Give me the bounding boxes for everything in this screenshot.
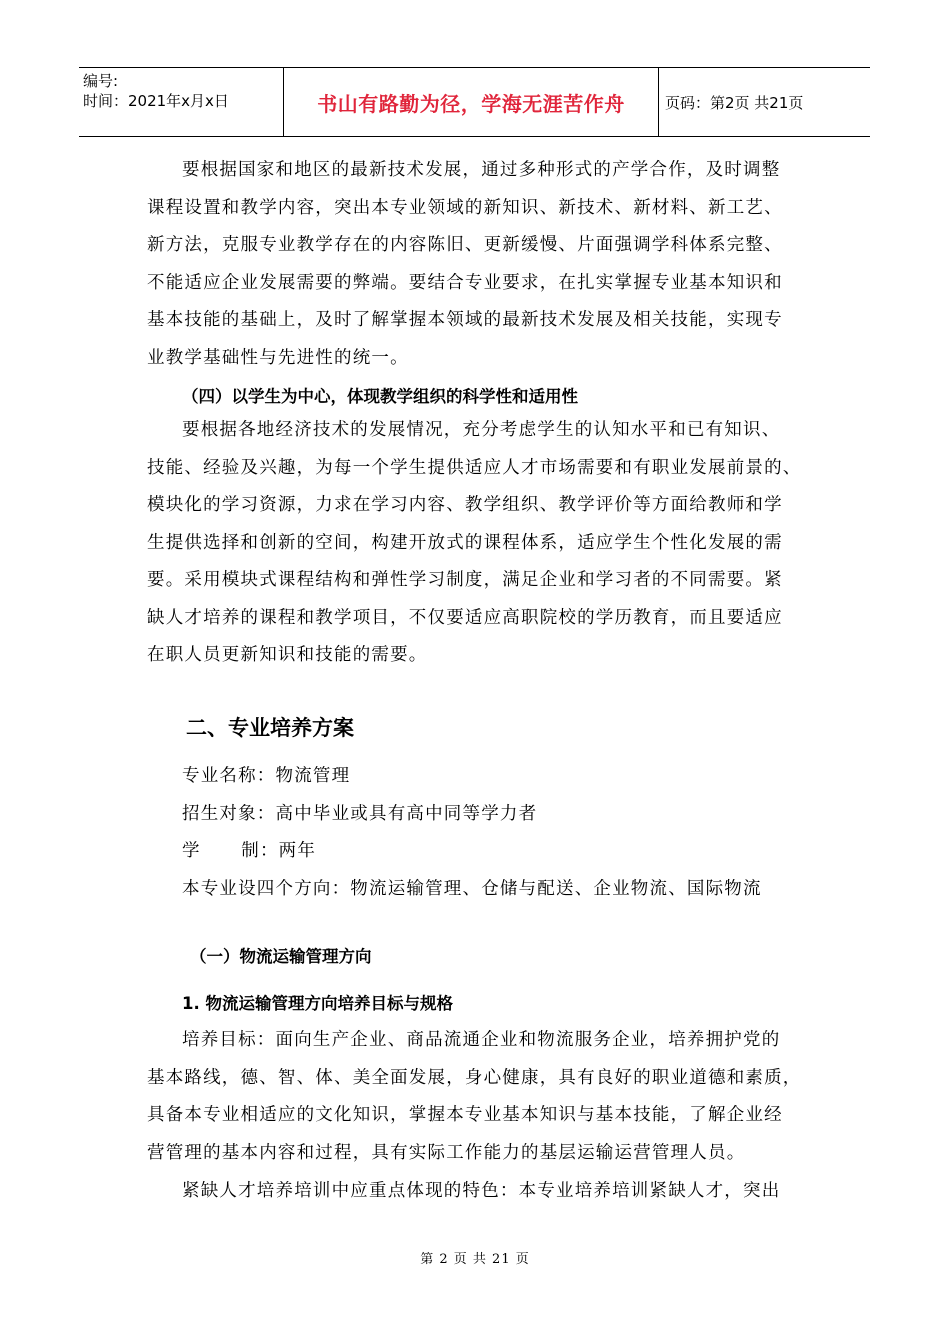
paragraph-2 [147,412,807,675]
paragraph-4 [147,1173,807,1211]
section-4-heading: （四）以学生为中心，体现教学组织的科学性和适用性 [182,387,578,406]
paragraph-line: 缺人才培养的课程和教学项目，不仅要适应高职院校的学历教育，而且要适应 [147,607,783,628]
header-page-info-cell [659,68,870,136]
direction-1-heading: （一）物流运输管理方向 [190,947,372,966]
header-motto: 书山有路勤为径，学海无涯苦作舟 [317,91,625,116]
paragraph-line: 具备本专业相适应的文化知识，掌握本专业基本知识与基本技能，了解企业经 [147,1105,783,1125]
paragraph-line: 课程设置和教学内容，突出本专业领域的新知识、新技术、新材料、新工艺、 [147,197,783,218]
header-left-cell [79,68,283,136]
paragraph-line: 培养目标：面向生产企业、商品流通企业和物流服务企业，培养拥护党的 [182,1030,781,1050]
paragraph-line: 要根据国家和地区的最新技术发展，通过多种形式的产学合作，及时调整 [182,160,781,180]
program-info [182,758,842,908]
chapter-2-heading: 二、专业培养方案 [186,716,354,740]
paragraph-line: 要。采用模块式课程结构和弹性学习制度，满足企业和学习者的不同需要。紧 [147,570,783,590]
paragraph-3 [147,1022,807,1172]
page-header [79,67,870,137]
header-page-info: 页码：第2页 共21页 [665,93,804,112]
paragraph-line: 模块化的学习资源，力求在学习内容、教学组织、教学评价等方面给教师和学 [147,495,783,515]
paragraph-line: 新方法，克服专业教学存在的内容陈旧、更新缓慢、片面强调学科体系完整、 [147,235,783,255]
paragraph-line: 营管理的基本内容和过程，具有实际工作能力的基层运输运营管理人员。 [147,1142,746,1163]
info-line: 专业名称：物流管理 [182,766,351,786]
document-date: 时间：2021年x月x日 [83,92,229,110]
info-line: 招生对象：高中毕业或具有高中同等学力者 [182,803,538,824]
info-line: 本专业设四个方向：物流运输管理、仓储与配送、企业物流、国际物流 [182,878,762,899]
paragraph-line: 不能适应企业发展需要的弊端。要结合专业要求，在扎实掌握专业基本知识和 [147,272,783,293]
paragraph-line: 基本路线，德、智、体、美全面发展，身心健康，具有良好的职业道德和素质， [147,1067,802,1088]
paragraph-line: 要根据各地经济技术的发展情况，充分考虑学生的认知水平和已有知识、 [182,420,781,440]
paragraph-line: 业教学基础性与先进性的统一。 [147,347,409,368]
header-motto-cell [283,68,659,136]
paragraph-line: 基本技能的基础上，及时了解掌握本领域的最新技术发展及相关技能，实现专 [147,310,783,330]
page-footer: 第 2 页 共 21 页 [420,1252,530,1267]
subsection-1-heading: 1. 物流运输管理方向培养目标与规格 [182,994,453,1013]
paragraph-line: 生提供选择和创新的空间，构建开放式的课程体系，适应学生个性化发展的需 [147,532,783,553]
document-number-label: 编号: [83,72,119,90]
paragraph-line: 在职人员更新知识和技能的需要。 [147,645,428,665]
paragraph-line: 紧缺人才培养培训中应重点体现的特色：本专业培养培训紧缺人才，突出 [182,1181,781,1201]
paragraph-1 [147,152,807,377]
info-line: 学 制：两年 [182,841,317,861]
paragraph-line: 技能、经验及兴趣，为每一个学生提供适应人才市场需要和有职业发展前景的、 [147,457,802,478]
